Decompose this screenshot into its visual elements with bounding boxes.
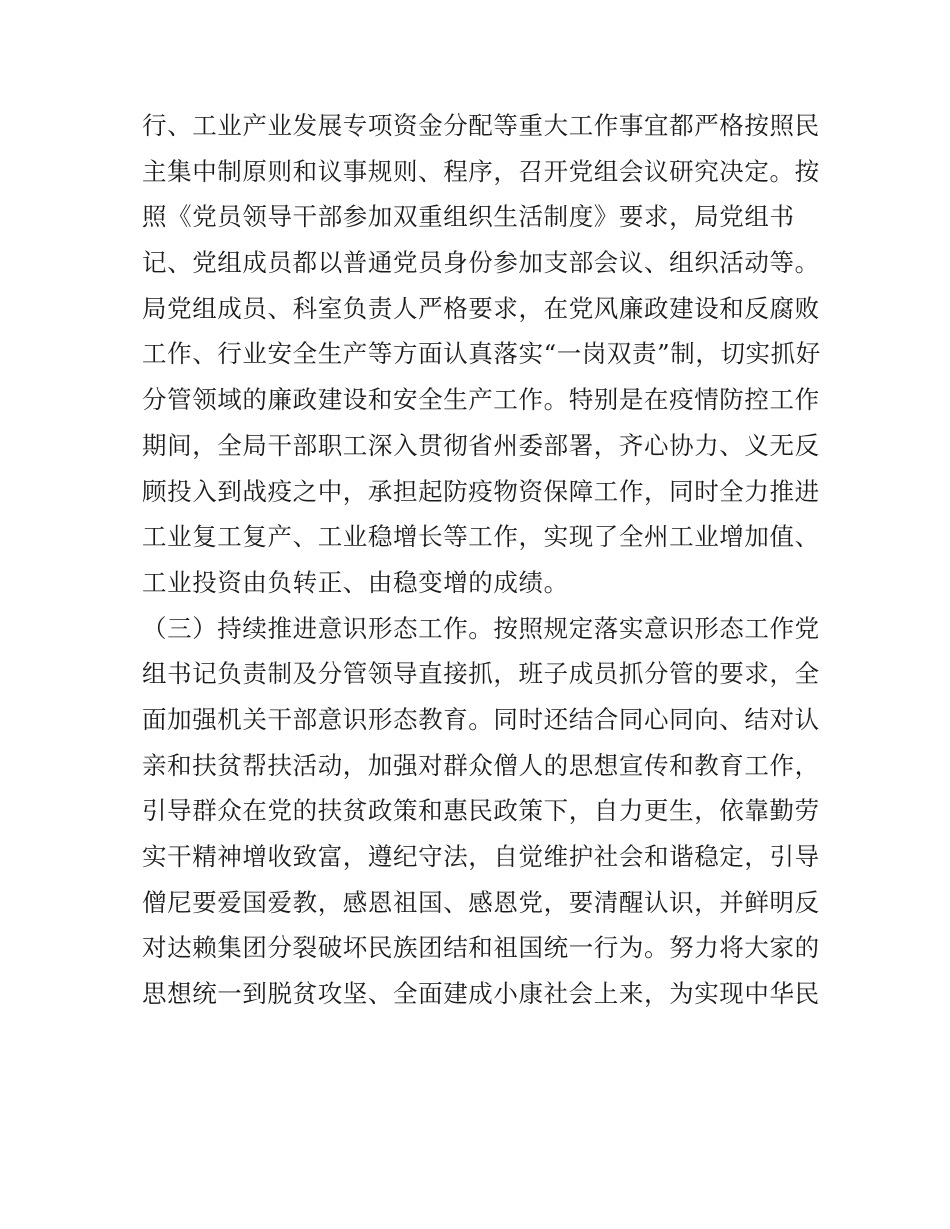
text-line: 行、工业产业发展专项资金分配等重大工作事宜都严格按照民 — [142, 111, 820, 140]
section-heading-line: （三）持续推进意识形态工作。按照规定落实意识形态工作党 — [142, 613, 820, 643]
text-line: 局党组成员、科室负责人严格要求，在党风廉政建设和反腐败 — [142, 293, 820, 323]
text-line: 引导群众在党的扶贫政策和惠民政策下，自力更生，依靠勤劳 — [142, 796, 820, 826]
text-line: 组书记负责制及分管领导直接抓，班子成员抓分管的要求，全 — [142, 659, 820, 689]
text-line: 僧尼要爱国爱教，感恩祖国、感恩党，要清醒认识，并鲜明反 — [142, 887, 820, 917]
text-line: 工作、行业安全生产等方面认真落实“一岗双责”制，切实抓好 — [142, 339, 821, 369]
text-line: 思想统一到脱贫攻坚、全面建成小康社会上来，为实现中华民 — [142, 979, 820, 1009]
text-line: 分管领域的廉政建设和安全生产工作。特别是在疫情防控工作 — [142, 385, 820, 415]
text-line: 期间，全局干部职工深入贯彻省州委部署，齐心协力、义无反 — [142, 430, 820, 460]
text-line: 亲和扶贫帮扶活动，加强对群众僧人的思想宣传和教育工作， — [142, 750, 820, 780]
text-line: 对达赖集团分裂破坏民族团结和祖国统一行为。努力将大家的 — [142, 933, 820, 963]
text-line: 工业投资由负转正、由稳变增的成绩。 — [142, 567, 569, 597]
text-line: 照《党员领导干部参加双重组织生活制度》要求，局党组书 — [142, 202, 795, 232]
body-text — [142, 103, 822, 1017]
text-line: 工业复工复产、工业稳增长等工作，实现了全州工业增加值、 — [142, 522, 820, 552]
text-line: 顾投入到战疫之中，承担起防疫物资保障工作，同时全力推进 — [142, 476, 820, 506]
text-line: 记、党组成员都以普通党员身份参加支部会议、组织活动等。 — [142, 248, 820, 278]
text-line: 主集中制原则和议事规则、程序，召开党组会议研究决定。按 — [142, 156, 820, 186]
text-line: 面加强机关干部意识形态教育。同时还结合同心同向、结对认 — [142, 704, 820, 734]
text-line: 实干精神增收致富，遵纪守法，自觉维护社会和谐稳定，引导 — [142, 842, 820, 871]
